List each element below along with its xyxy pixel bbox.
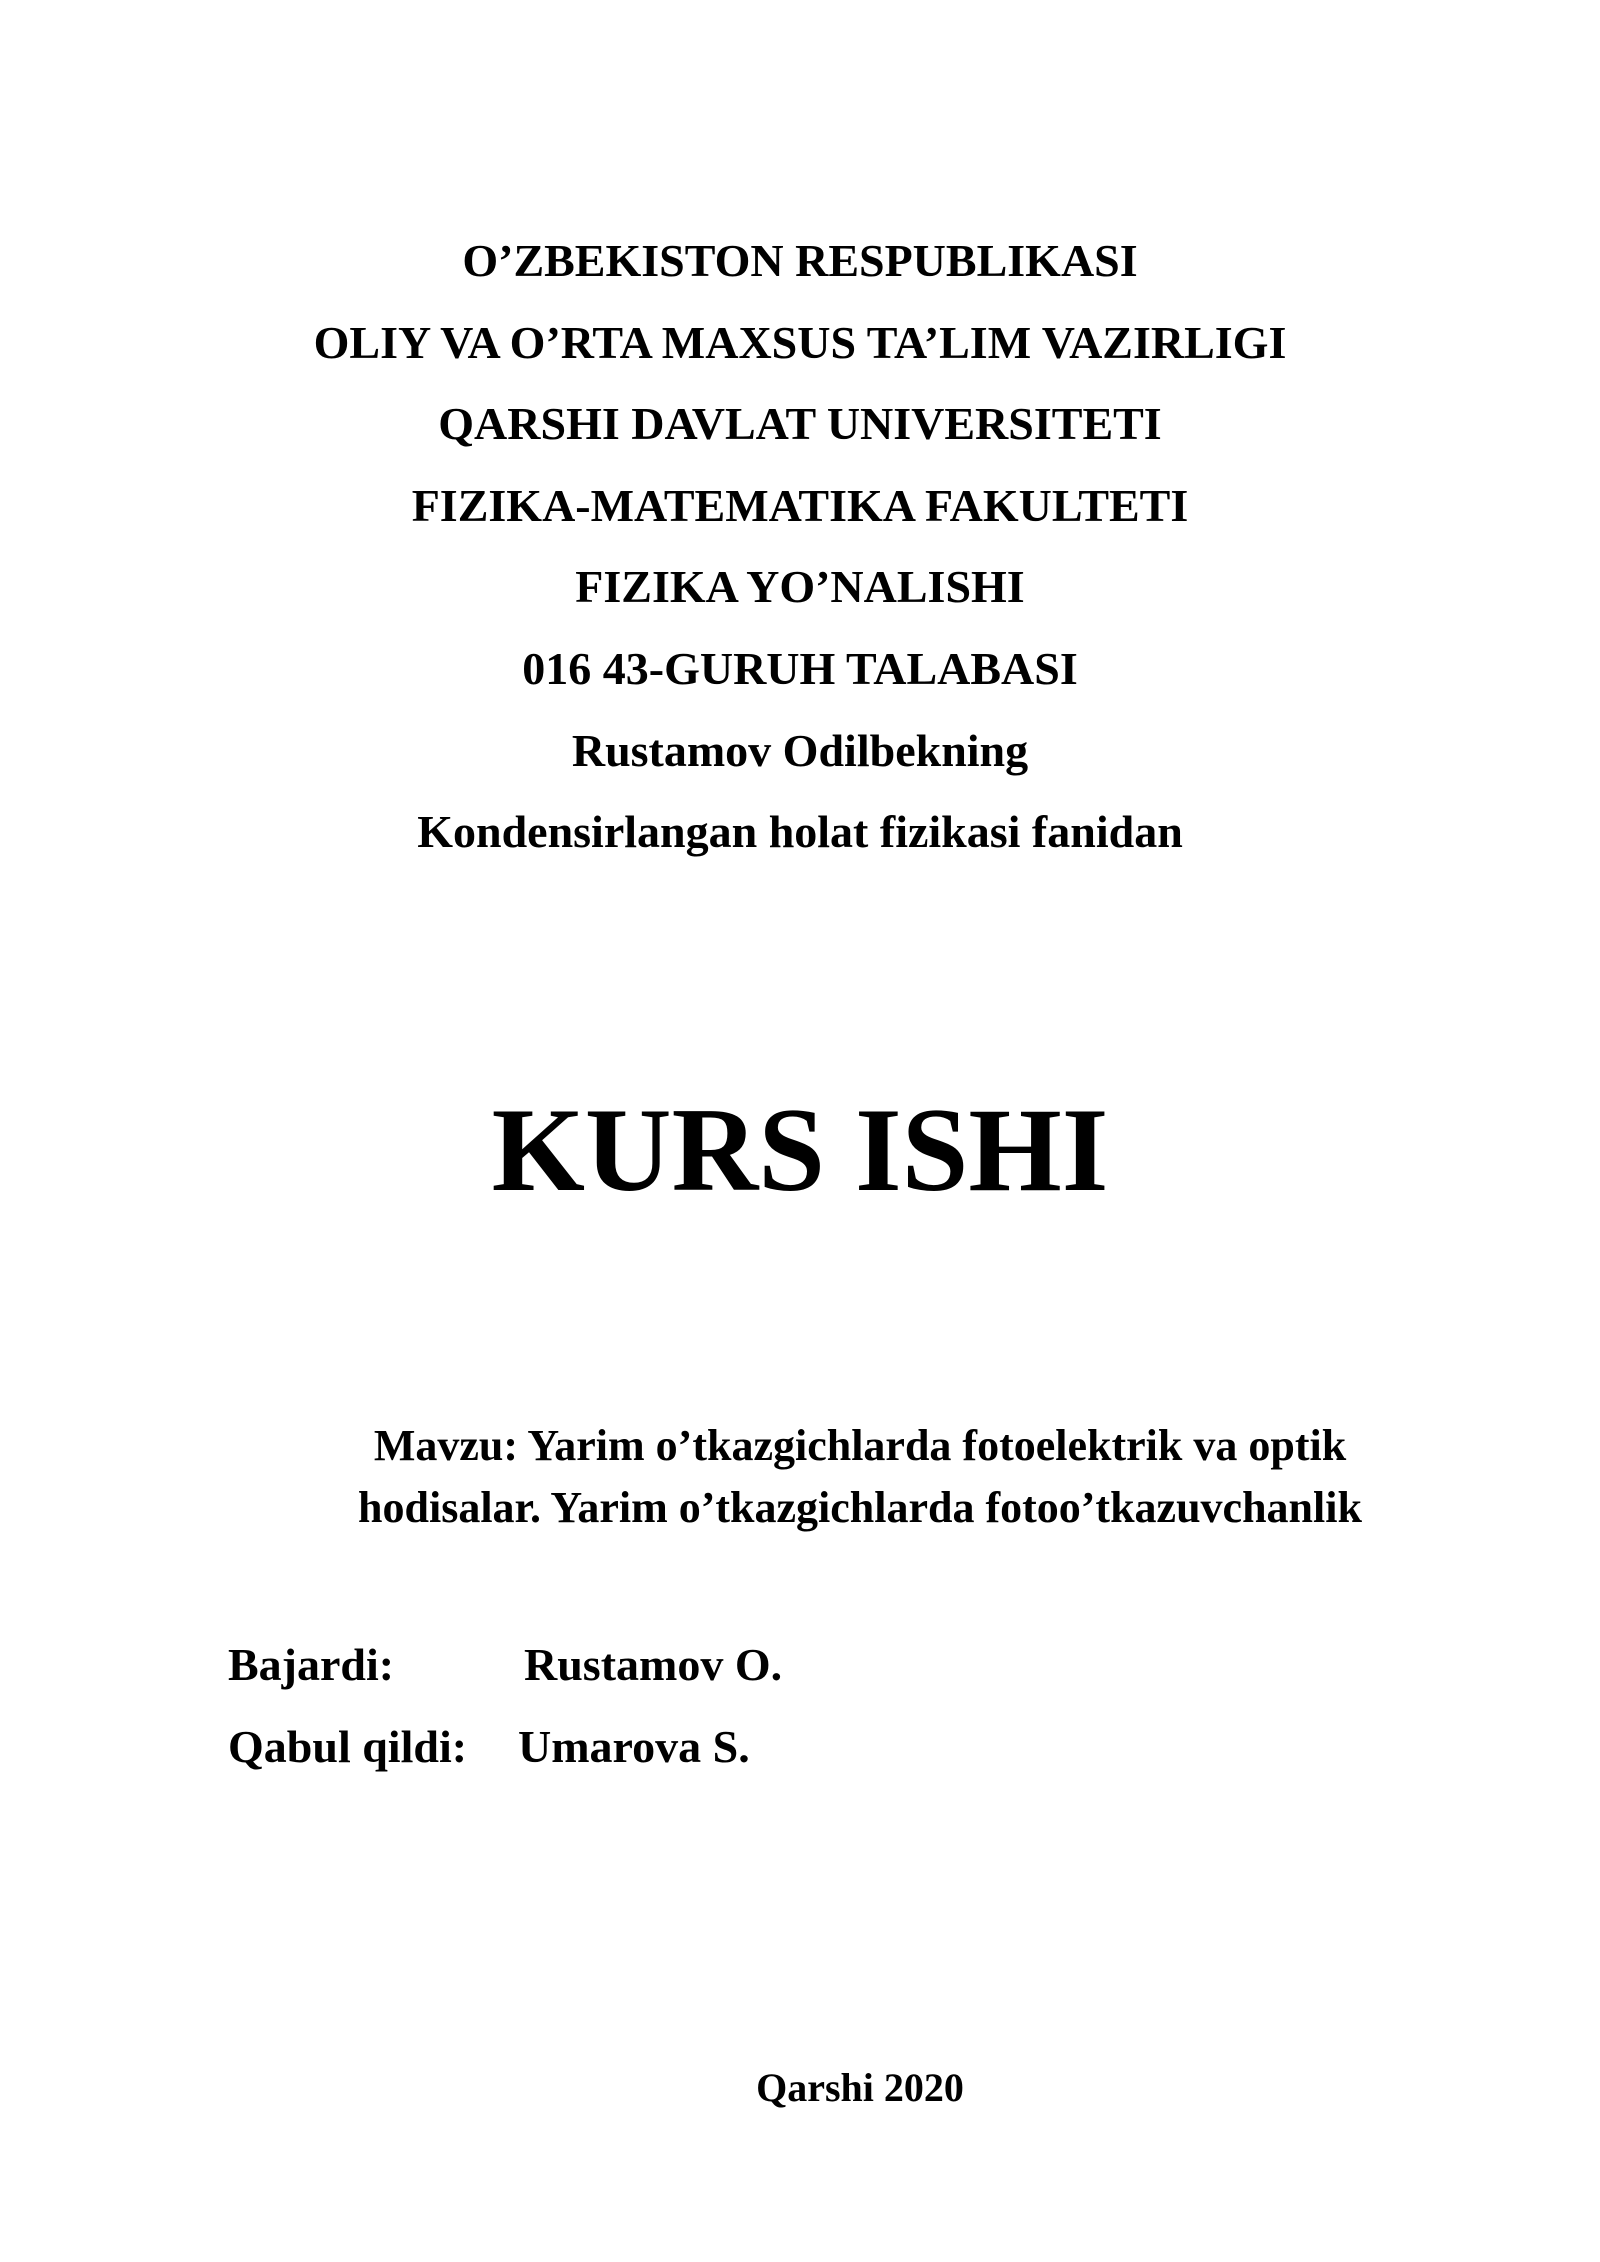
- header-line-text: Rustamov Odilbekning: [571, 724, 1029, 776]
- header-line-text: Kondensirlangan holat fizikasi fanidan: [417, 806, 1183, 858]
- signature-row-reviewer: [228, 1718, 1228, 1800]
- header-line-subject: [0, 803, 1600, 885]
- signature-label: Qabul qildi:: [228, 1721, 468, 1772]
- header-line-text: FIZIKA-MATEMATIKA FAKULTETI: [411, 479, 1189, 531]
- institution-header: [0, 232, 1600, 885]
- header-line-text: OLIY VA O’RTA MAXSUS TA’LIM VAZIRLIGI: [313, 316, 1287, 368]
- topic-block: [280, 1415, 1440, 1539]
- signature-name: Rustamov O.: [524, 1639, 783, 1690]
- signature-row-performer: [228, 1636, 1228, 1718]
- topic-line: hodisalar. Yarim o’tkazgichlarda fotoo’tkazuvchanlik: [358, 1483, 1362, 1532]
- header-line-group: [0, 640, 1600, 722]
- header-line-country: [0, 232, 1600, 314]
- header-line-text: QARSHI DAVLAT UNIVERSITETI: [438, 398, 1162, 450]
- header-line-direction: [0, 558, 1600, 640]
- header-line-text: 016 43-GURUH TALABASI: [522, 642, 1078, 694]
- header-line-university: [0, 395, 1600, 477]
- footer-text: Qarshi 2020: [756, 2065, 964, 2110]
- signature-block: [228, 1636, 1228, 1800]
- header-line-text: O’ZBEKISTON RESPUBLIKASI: [462, 235, 1138, 286]
- document-title: KURS ISHI: [491, 1083, 1109, 1216]
- header-line-ministry: [0, 314, 1600, 396]
- header-line-text: FIZIKA YO’NALISHI: [575, 561, 1025, 613]
- footer-place-year: [0, 2060, 1600, 2116]
- topic-line: Mavzu: Yarim o’tkazgichlarda fotoelektrik va optik: [373, 1421, 1347, 1470]
- header-line-faculty: [0, 477, 1600, 559]
- signature-label: Bajardi:: [228, 1639, 395, 1690]
- header-line-student: [0, 722, 1600, 804]
- signature-name: Umarova S.: [518, 1721, 750, 1772]
